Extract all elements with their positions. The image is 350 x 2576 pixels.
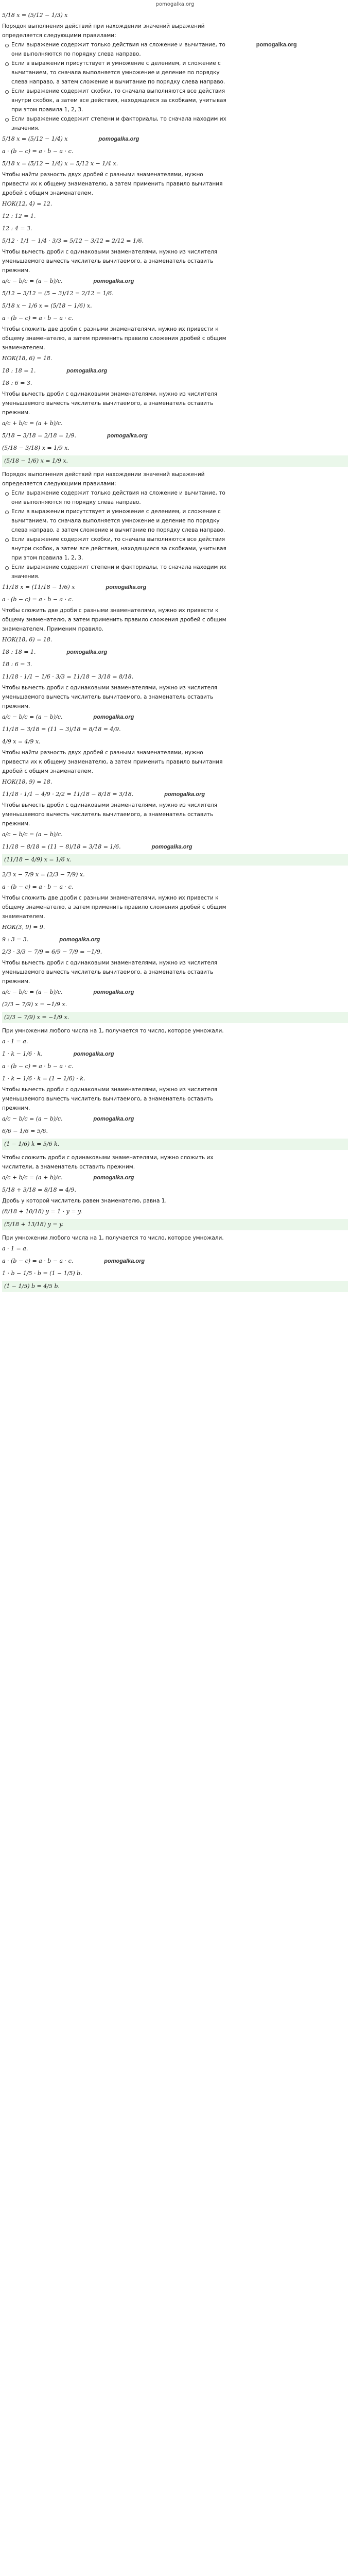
rule-item: Если выражение содержит только действия на сложение и вычитание, то — [2, 488, 348, 498]
watermark: pomogalka.org — [93, 989, 134, 995]
text-line: определяется следующими правилами: — [2, 32, 116, 39]
text-line: значения. — [11, 125, 40, 131]
text-line: Чтобы вычесть дроби с одинаковыми знаменателями, нужно из числителя — [2, 249, 218, 255]
formula-line: НОК(18, 6) = 18. — [2, 636, 52, 643]
formula-line: 11/18 · 1/1 − 4/9 · 2/2 = 11/18 − 8/18 = 3/18. pomogalka.org — [2, 788, 348, 801]
text-line: они выполняются по порядку слева направо. — [11, 499, 141, 505]
solution-content — [0, 9, 350, 1292]
answer-line: (1 − 1/5) b = 4/5 b. — [2, 1281, 348, 1292]
watermark: pomogalka.org — [164, 791, 205, 798]
text-line: при этом правила 1, 2, 3. — [11, 107, 83, 113]
formula-line: 11/18 − 3/18 = (11 − 3)/18 = 8/18 = 4/9. — [2, 726, 121, 733]
formula-line: a/c − b/c = (a − b)/c. — [2, 831, 63, 838]
text-line: значения. — [11, 573, 40, 580]
formula-line: 12 : 12 = 1. — [2, 213, 36, 219]
text-line: знаменателем. Применим правило. — [2, 626, 104, 632]
text-line: общему знаменателю, а затем применить правило сложения дробей с общим — [2, 904, 226, 910]
answer-line: (1 − 1/6) k = 5/6 k. — [2, 1139, 348, 1150]
formula-line: a · (b − c) = a · b − a · c. — [2, 596, 74, 603]
text-line: Чтобы сложить две дроби с разными знаменателями, нужно их привести к — [2, 607, 219, 614]
formula-line: 18 : 18 = 1. pomogalka.org — [2, 646, 348, 658]
text-line: прежним. — [2, 410, 30, 416]
watermark: pomogalka.org — [256, 42, 297, 48]
rule-item: Если выражение содержит скобки, то сначала выполняются все действия — [2, 87, 348, 96]
formula-line: НОК(18, 6) = 18. — [2, 355, 52, 362]
text-line: уменьшаемого вычесть числитель вычитаемого, а знаменатель оставить — [2, 969, 214, 975]
text-line: При умножении любого числа на 1, получается то число, которое умножали. — [2, 1028, 224, 1034]
formula-line: (8/18 + 10/18) y = 1 · y = y. — [2, 1208, 82, 1215]
text-line: вычитанием, то сначала выполняется умножение и деление по порядку — [11, 518, 220, 524]
formula-line: 4/9 x = 4/9 x. — [2, 738, 41, 745]
text-line: привести их к общему знаменателю, а затем применить правило вычитания — [2, 759, 223, 765]
answer-line: (5/18 + 13/18) y = y. — [2, 1219, 348, 1230]
formula-line: НОК(12, 4) = 12. — [2, 200, 52, 207]
solution-block — [2, 470, 348, 866]
formula-line: 1 · k − 1/6 · k = (1 − 1/6) · k. — [2, 1075, 85, 1082]
solution-block — [2, 9, 348, 467]
solution-block — [2, 1026, 348, 1150]
text-line: Чтобы сложить дроби с одинаковыми знаменателями, нужно сложить их — [2, 1155, 214, 1161]
formula-line: 11/18 · 1/1 − 1/6 · 3/3 = 11/18 − 3/18 = 8/18. — [2, 673, 134, 680]
text-line: уменьшаемого вычесть числитель вычитаемого, а знаменатель оставить — [2, 400, 214, 406]
rule-item: Если выражение содержит только действия на сложение и вычитание, то pomogalka.org — [2, 40, 348, 49]
text-line: уменьшаемого вычесть числитель вычитаемого, а знаменатель оставить — [2, 811, 214, 818]
rule-item: Если в выражении присутствует и умножение с делением, и сложение с — [2, 507, 348, 516]
text-line: уменьшаемого вычесть числитель вычитаемого, а знаменатель оставить — [2, 258, 214, 264]
text-line: при этом правила 1, 2, 3. — [11, 555, 83, 561]
solution-block — [2, 1233, 348, 1292]
watermark: pomogalka.org — [66, 368, 108, 374]
watermark: pomogalka.org — [106, 584, 147, 590]
rule-item: Если выражение содержит степени и факториалы, то сначала находим их — [2, 114, 348, 124]
formula-line: 2/3 · 3/3 − 7/9 = 6/9 − 7/9 = −1/9. — [2, 948, 102, 955]
watermark: pomogalka.org — [104, 1258, 145, 1264]
formula-line: (5/18 − 3/18) x = 1/9 x. — [2, 445, 70, 451]
text-line: слева направо, а затем сложение и вычитание по порядку слева направо. — [11, 527, 225, 533]
rule-item: Если в выражении присутствует и умножение с делением, и сложение с — [2, 59, 348, 68]
formula-line: a · (b − c) = a · b − a · c. — [2, 1063, 74, 1070]
formula-line: 5/18 x − 1/6 x = (5/18 − 1/6) x. — [2, 302, 92, 309]
formula-line: 12 : 4 = 3. — [2, 225, 32, 232]
watermark: pomogalka.org — [93, 278, 134, 284]
text-line: знаменателем. — [2, 345, 45, 351]
text-line: Чтобы сложить две дроби с разными знаменателями, нужно их привести к — [2, 895, 219, 901]
formula-line: a/c − b/c = (a − b)/c. pomogalka.org — [2, 711, 348, 723]
text-line: внутри скобок, а затем все действия, находящиеся за скобками, учитывая — [11, 97, 226, 104]
text-line: общему знаменателю, а затем применить правило сложения дробей с общим — [2, 617, 226, 623]
watermark: pomogalka.org — [107, 433, 148, 439]
formula-line: 1 · b − 1/5 · b = (1 − 1/5) b. — [2, 1270, 82, 1277]
formula-line: a · (b − c) = a · b − a · c. pomogalka.org — [2, 1255, 348, 1267]
formula-line: 5/18 x = (5/12 − 1/4) x pomogalka.org — [2, 133, 348, 145]
watermark: pomogalka.org — [73, 1051, 114, 1057]
watermark: pomogalka.org — [93, 714, 134, 720]
text-line: числители, а знаменатель оставить прежним. — [2, 1164, 135, 1170]
text-line: прежним. — [2, 1105, 30, 1111]
formula-line: a/c + b/c = (a + b)/c. — [2, 420, 63, 427]
text-line: Чтобы вычесть дроби с одинаковыми знаменателями, нужно из числителя — [2, 685, 218, 691]
text-line: внутри скобок, а затем все действия, находящиеся за скобками, учитывая — [11, 546, 226, 552]
formula-line: a/c − b/c = (a − b)/c. pomogalka.org — [2, 986, 348, 998]
solution-block — [2, 1153, 348, 1230]
formula-line: 5/18 x = (5/12 − 1/4) x = 5/12 x − 1/4 x. — [2, 160, 118, 167]
formula-line: 5/18 − 3/18 = 2/18 = 1/9. pomogalka.org — [2, 430, 348, 442]
text-line: определяется следующими правилами: — [2, 481, 116, 487]
formula-line: 1 · k − 1/6 · k. pomogalka.org — [2, 1048, 348, 1060]
formula-line: 18 : 6 = 3. — [2, 661, 32, 668]
watermark: pomogalka.org — [59, 937, 100, 943]
text-line: слева направо, а затем сложение и вычитание по порядку слева направо. — [11, 79, 225, 85]
text-line: Чтобы вычесть дроби с одинаковыми знаменателями, нужно из числителя — [2, 802, 218, 808]
text-line: Порядок выполнения действий при нахождении значений выражений — [2, 471, 205, 478]
text-line: прежним. — [2, 703, 30, 709]
text-line: дробей с общим знаменателем. — [2, 768, 93, 774]
watermark: pomogalka.org — [66, 649, 108, 655]
site-header: pomogalka.org — [155, 2, 195, 7]
text-line: Чтобы вычесть дроби с одинаковыми знаменателями, нужно из числителя — [2, 391, 218, 397]
text-line: Чтобы вычесть дроби с одинаковыми знаменателями, нужно из числителя — [2, 1087, 218, 1093]
formula-line: 9 : 3 = 3. pomogalka.org — [2, 934, 348, 946]
text-line: общему знаменателю, а затем применить правило сложения дробей с общим — [2, 335, 226, 342]
formula-line: 11/18 − 8/18 = (11 − 8)/18 = 3/18 = 1/6. pomogalka.org — [2, 841, 348, 853]
formula-line: 11/18 x = (11/18 − 1/6) x pomogalka.org — [2, 581, 348, 594]
text-line: вычитанием, то сначала выполняется умножение и деление по порядку — [11, 70, 220, 76]
rule-item: Если выражение содержит степени и факториалы, то сначала находим их — [2, 563, 348, 572]
watermark: pomogalka.org — [98, 136, 139, 142]
formula-line: 18 : 18 = 1. pomogalka.org — [2, 365, 348, 377]
formula-line: a · (b − c) = a · b − a · c. — [2, 148, 74, 155]
formula-line: a · (b − c) = a · b − a · c. — [2, 315, 74, 321]
text-line: Чтобы сложить две дроби с разными знаменателями, нужно их привести к — [2, 326, 219, 332]
formula-line: a/c + b/c = (a + b)/c. pomogalka.org — [2, 1172, 348, 1184]
watermark: pomogalka.org — [93, 1116, 134, 1122]
formula-line: 5/12 − 3/12 = (5 − 3)/12 = 2/12 = 1/6. — [2, 290, 114, 297]
text-line: При умножении любого числа на 1, получается то число, которое умножали. — [2, 1235, 224, 1241]
text-line: прежним. — [2, 821, 30, 827]
answer-line: (11/18 − 4/9) x = 1/6 x. — [2, 854, 348, 866]
text-line: привести их к общему знаменателю, а затем применить правило вычитания — [2, 181, 223, 187]
formula-line: (2/3 − 7/9) x = −1/9 x. — [2, 1001, 67, 1008]
answer-line: (5/18 − 1/6) x = 1/9 x. — [2, 455, 348, 467]
text-line: Чтобы вычесть дроби с одинаковыми знаменателями, нужно из числителя — [2, 960, 218, 966]
formula-line: a · 1 = a. — [2, 1245, 28, 1252]
text-line: Чтобы найти разность двух дробей с разными знаменателями, нужно — [2, 750, 203, 756]
formula-line: a · 1 = a. — [2, 1038, 28, 1045]
formula-line: 6/6 − 1/6 = 5/6. — [2, 1128, 48, 1134]
rule-item: Если выражение содержит скобки, то сначала выполняются все действия — [2, 535, 348, 544]
watermark: pomogalka.org — [151, 844, 192, 850]
formula-line: НОК(3, 9) = 9. — [2, 924, 45, 930]
text-line: Дробь у которой числитель равен знаменателю, равна 1. — [2, 1198, 167, 1204]
watermark: pomogalka.org — [93, 1175, 134, 1181]
text-line: прежним. — [2, 978, 30, 985]
formula-line: a · (b − c) = a · b − a · c. — [2, 884, 74, 890]
solution-block — [2, 869, 348, 1023]
formula-line: 5/12 · 1/1 − 1/4 · 3/3 = 5/12 − 3/12 = 2/12 = 1/6. — [2, 238, 144, 244]
text-line: знаменателем. — [2, 913, 45, 920]
text-line: уменьшаемого вычесть числитель вычитаемого, а знаменатель оставить — [2, 694, 214, 700]
formula-line: 2/3 x − 7/9 x = (2/3 − 7/9) x. — [2, 871, 85, 878]
formula-line: 5/18 x = (5/12 − 1/3) x — [2, 12, 68, 19]
formula-line: a/c − b/c = (a − b)/c. pomogalka.org — [2, 1113, 348, 1125]
answer-line: (2/3 − 7/9) x = −1/9 x. — [2, 1012, 348, 1023]
formula-line: НОК(18, 9) = 18. — [2, 778, 52, 785]
text-line: они выполняются по порядку слева направо. — [11, 51, 141, 57]
text-line: Порядок выполнения действий при нахождении значений выражений — [2, 23, 205, 29]
text-line: дробей с общим знаменателем. — [2, 190, 93, 196]
formula-line: a/c − b/c = (a − b)/c. pomogalka.org — [2, 275, 348, 287]
text-line: прежним. — [2, 267, 30, 274]
formula-line: 18 : 6 = 3. — [2, 380, 32, 386]
formula-line: 5/18 + 3/18 = 8/18 = 4/9. — [2, 1187, 76, 1193]
text-line: уменьшаемого вычесть числитель вычитаемого, а знаменатель оставить — [2, 1096, 214, 1102]
text-line: Чтобы найти разность двух дробей с разными знаменателями, нужно — [2, 172, 203, 178]
